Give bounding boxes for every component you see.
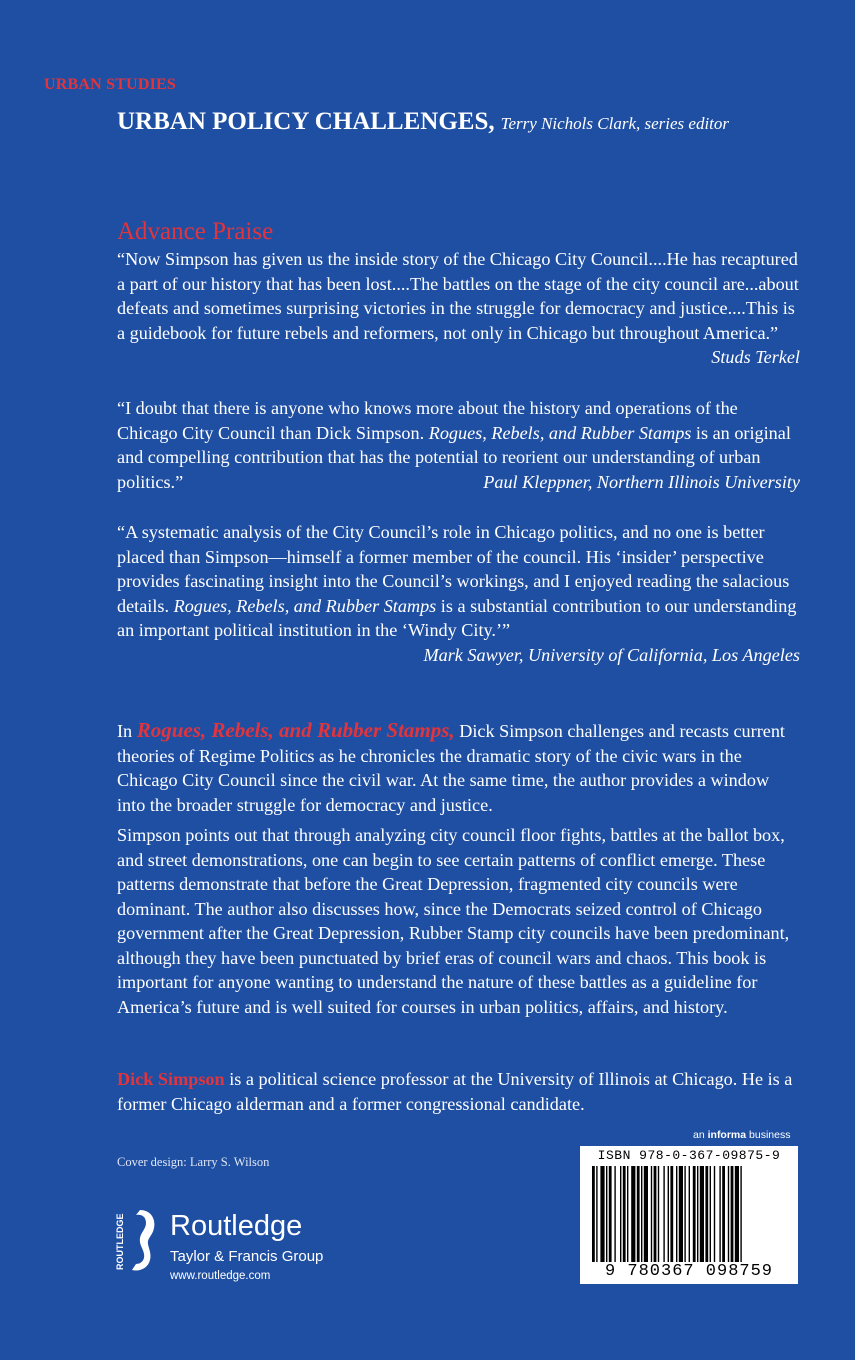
- barcode-bar: [728, 1166, 729, 1262]
- informa-business-tag: [693, 1129, 791, 1141]
- series-tag: URBAN STUDIES: [44, 76, 176, 93]
- barcode-bar: [705, 1166, 708, 1262]
- routledge-logo-icon: [114, 1208, 160, 1274]
- logo-vertical-text: ROUTLEDGE: [115, 1213, 125, 1270]
- quote-text: “I doubt that there is anyone who knows more about the history and operations of the Chicago City Council than Dick Simpson.: [117, 398, 738, 443]
- barcode-bar: [670, 1166, 673, 1262]
- barcode-bar: [620, 1166, 621, 1262]
- barcode-bar: [697, 1166, 698, 1262]
- barcode-icon: [592, 1166, 786, 1262]
- praise-heading: Advance Praise: [117, 218, 274, 245]
- barcode-bar: [679, 1166, 683, 1262]
- publisher-name: Routledge: [170, 1210, 303, 1242]
- cover-design-credit: Cover design: Larry S. Wilson: [117, 1155, 270, 1169]
- barcode-bar: [700, 1166, 704, 1262]
- series-title-text: URBAN POLICY CHALLENGES,: [117, 108, 495, 135]
- barcode-bar: [600, 1166, 604, 1262]
- quote-attribution: Paul Kleppner, Northern Illinois University: [483, 471, 800, 492]
- barcode-bar: [606, 1166, 607, 1262]
- barcode-bar: [592, 1166, 595, 1262]
- book-title: Rogues, Rebels, and Rubber Stamps,: [136, 718, 455, 742]
- barcode-bar: [693, 1166, 696, 1262]
- barcode-bar: [637, 1166, 640, 1262]
- author-bio-text: is a political science professor at the University of Illinois at Chicago. He is a former Chicago alderman and a former congressional candidate.: [117, 1069, 793, 1114]
- barcode-bar: [668, 1166, 669, 1262]
- publisher-url: www.routledge.com: [170, 1270, 271, 1282]
- barcode-bar: [596, 1166, 597, 1262]
- praise-quote-3: [117, 520, 800, 667]
- barcode-bar: [719, 1166, 720, 1262]
- author-bio: [117, 1067, 800, 1116]
- barcode-bar: [644, 1166, 648, 1262]
- quote-book-title: Rogues, Rebels, and Rubber Stamps: [428, 422, 692, 443]
- description-paragraph-2: Simpson points out that through analyzing city council floor fights, battles at the ballot box, and street demonstrations, one can begin to see certain patterns of conflict emerge. These patterns demonstrate that before the Great Depression, fragmented city councils were dominant. The author also discusses how, since the Democrats seized control of Chicago government after the Great Depression, Rubber Stamp city councils have been predominant, although they have been punctuated by brief eras of council wars and chaos. This book is important for anyone wanting to understand the nature of these battles as a guideline for America’s future and is well suited for courses in urban politics, affairs, and history.: [117, 825, 790, 1017]
- barcode-bar: [614, 1166, 615, 1262]
- barcode-bar: [714, 1166, 715, 1262]
- barcode-bar: [663, 1166, 664, 1262]
- description-paragraph-1: [117, 718, 800, 817]
- barcode-bar: [658, 1166, 659, 1262]
- author-name: Dick Simpson: [117, 1069, 225, 1089]
- quote-attribution: Studs Terkel: [711, 347, 800, 367]
- barcode-bar: [689, 1166, 690, 1262]
- informa-brand: informa: [707, 1129, 747, 1141]
- informa-suffix: business: [749, 1129, 791, 1141]
- barcode-bar: [735, 1166, 739, 1262]
- description-prefix: In: [117, 721, 133, 741]
- series-title: [117, 108, 729, 136]
- isbn-label: ISBN 978-0-367-09875-9: [597, 1148, 781, 1163]
- informa-prefix: an: [693, 1129, 705, 1141]
- quote-text: “A systematic analysis of the City Council’s role in Chicago politics, and no one is better placed than Simpson—himself a former member of the council. His ‘insider’ perspective provides fascinating insight into the Council’s workings, and I enjoyed reading the salacious details.: [117, 522, 790, 616]
- quote-book-title: Rogues, Rebels, and Rubber Stamps: [173, 595, 437, 616]
- barcode-bar: [631, 1166, 635, 1262]
- barcode-bar: [740, 1166, 741, 1262]
- barcode-bar: [654, 1166, 657, 1262]
- barcode-bar: [641, 1166, 642, 1262]
- barcode-bar: [684, 1166, 685, 1262]
- barcode-bar: [710, 1166, 711, 1262]
- publisher-group: Taylor & Francis Group: [170, 1248, 324, 1265]
- barcode-bar: [722, 1166, 725, 1262]
- barcode-bar: [623, 1166, 626, 1262]
- quote-attribution: Mark Sawyer, University of California, Los Angeles: [423, 644, 800, 665]
- quote-text: “Now Simpson has given us the inside story of the Chicago City Council....He has recaptured a part of our history that has been lost....The battles on the stage of the city council are...about defeats and sometimes surprising victories in the struggle for democracy and justice....This is a guidebook for future rebels and reformers, not only in Chicago but throughout America.”: [117, 249, 799, 343]
- praise-quote-2: [117, 396, 800, 494]
- barcode-number: 9 780367 098759: [604, 1262, 774, 1281]
- barcode-bar: [627, 1166, 628, 1262]
- barcode-bar: [609, 1166, 612, 1262]
- description-text: Dick Simpson challenges and recasts current theories of Regime Politics as he chronicles the dramatic story of the civic wars in the Chicago City Council since the civil war. At the same time, the author provides a window into the broader struggle for democracy and justice.: [117, 721, 785, 815]
- barcode-bar: [676, 1166, 677, 1262]
- quote-text: is a substantial contribution to our understanding an important political institution in the ‘Windy City.’”: [117, 595, 797, 640]
- series-editor: Terry Nichols Clark, series editor: [500, 114, 730, 133]
- quote-text: is an original and compelling contribution that has the potential to reorient our understanding of urban politics.”: [117, 422, 791, 492]
- barcode-bar: [731, 1166, 734, 1262]
- isbn-barcode: [580, 1146, 798, 1284]
- barcode-bar: [651, 1166, 652, 1262]
- praise-quote-1: [117, 247, 800, 370]
